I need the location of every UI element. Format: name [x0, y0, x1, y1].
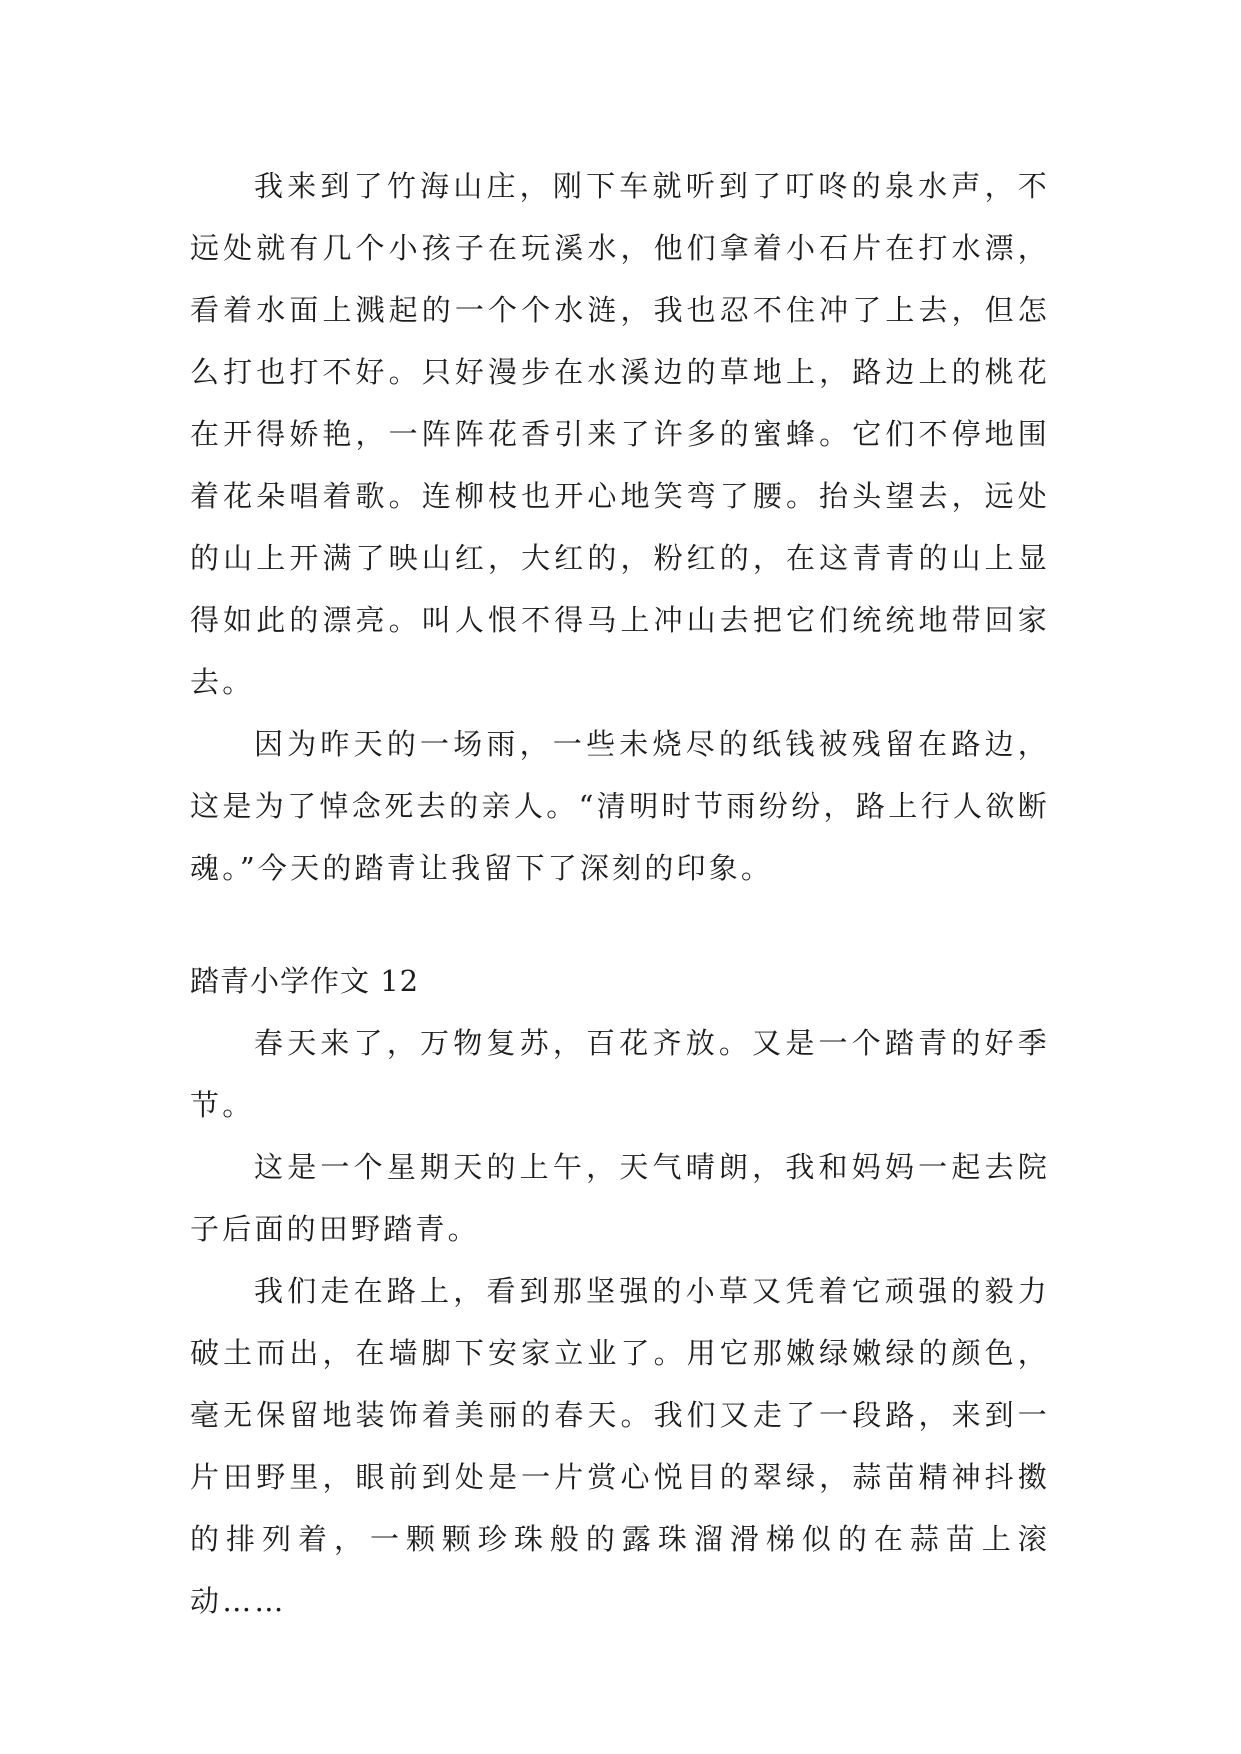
paragraph-bamboo-sea: 我来到了竹海山庄，刚下车就听到了叮咚的泉水声，不远处就有几个小孩子在玩溪水，他们拿着小石片在打水漂，看着水面上溅起的一个个水涟，我也忍不住冲了上去，但怎么打也打不好。只好漫步在水溪边的草地上，路边上的桃花在开得娇艳，一阵阵花香引来了许多的蜜蜂。它们不停地围着花朵唱着歌。连柳枝也开心地笑弯了腰。抬头望去，远处的山上开满了映山红，大红的，粉红的，在这青青的山上显得如此的漂亮。叫人恨不得马上冲山去把它们统统地带回家去。 — [190, 169, 1050, 699]
document-body — [190, 155, 1050, 1632]
paragraph-sunday-morning: 这是一个星期天的上午，天气晴朗，我和妈妈一起去院子后面的田野踏青。 — [190, 1150, 1050, 1246]
paragraph-fields-walk: 我们走在路上，看到那坚强的小草又凭着它顽强的毅力破土而出，在墙脚下安家立业了。用它那嫩绿嫩绿的颜色，毫无保留地装饰着美丽的春天。我们又走了一段路，来到一片田野里，眼前到处是一片赏心悦目的翠绿，蒜苗精神抖擞的排列着，一颗颗珍珠般的露珠溜滑梯似的在蒜苗上滚动…… — [190, 1274, 1050, 1618]
paragraph-spring-arrives: 春天来了，万物复苏，百花齐放。又是一个踏青的好季节。 — [190, 1026, 1050, 1122]
section-title: 踏青小学作文 12 — [190, 964, 420, 998]
paragraph-qingming-rain: 因为昨天的一场雨，一些未烧尽的纸钱被残留在路边，这是为了悼念死去的亲人。“清明时节雨纷纷，路上行人欲断魂。”今天的踏青让我留下了深刻的印象。 — [190, 727, 1050, 885]
